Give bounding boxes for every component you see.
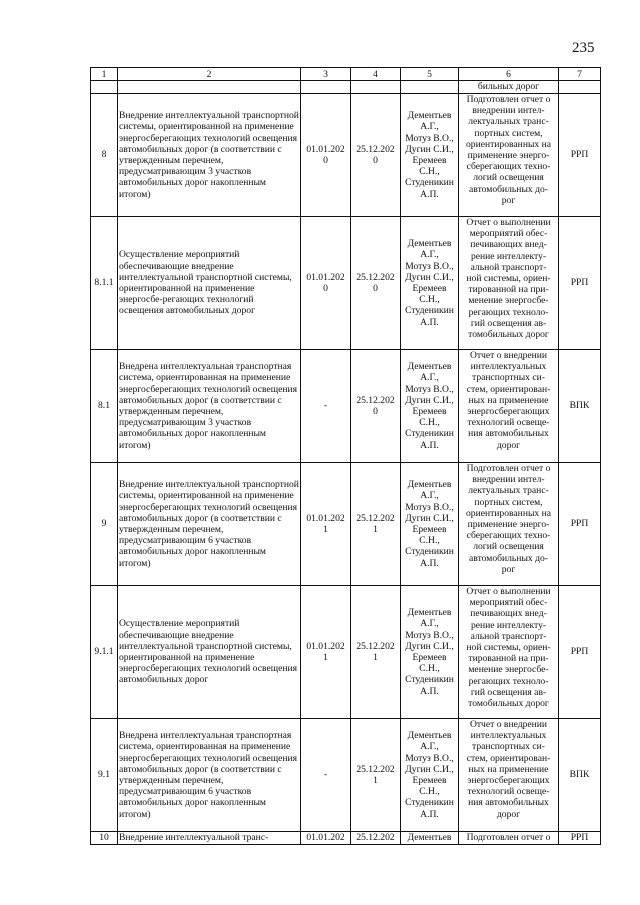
row-number: 9 <box>91 463 118 586</box>
end-date: 25.12.202 <box>351 832 401 845</box>
result: Отчет о выполнении мероприятий обес- печивающих внед- рение интеллекту- альной транспорт- ной системы, ориен- тированной на при- менение энергосбе- регающих техноло- гий освещения ав- томобильных дорог <box>459 586 559 719</box>
header-cell: 4 <box>351 68 401 81</box>
table-row <box>91 217 601 350</box>
result-cell: бильных дорог <box>459 81 559 94</box>
end-date: 25.12.202 0 <box>351 217 401 350</box>
start-date: - <box>301 719 351 832</box>
row-number: 8.1.1 <box>91 217 118 350</box>
header-cell: 5 <box>401 68 459 81</box>
org-code: РРП <box>559 94 601 217</box>
table-row <box>91 350 601 463</box>
row-number: 8.1 <box>91 350 118 463</box>
executors: Дементьев А.Г., Мотуз В.О., Дугин С.И., Еремеев С.Н., Студеникин А.П. <box>401 350 459 463</box>
result: Отчет о внедрении интеллектуальных транспортных си- стем, ориентирован- ных на применение энергосберегающих технологий освеще- ния автомобильных дорог <box>459 350 559 463</box>
table-row <box>91 719 601 832</box>
header-cell: 1 <box>91 68 118 81</box>
executors: Дементьев А.Г., Мотуз В.О., Дугин С.И., Еремеев С.Н., Студеникин А.П. <box>401 94 459 217</box>
executors: Дементьев А.Г., Мотуз В.О., Дугин С.И., Еремеев С.Н., Студеникин А.П. <box>401 217 459 350</box>
header-row <box>91 68 601 81</box>
start-date: - <box>301 350 351 463</box>
activity-name: Осуществление мероприятий обеспечивающие внедрение интеллектуальной транспортной системы, ориентированной на применение энергосбе-регающих технологий освещения автомобильных дорог <box>118 217 301 350</box>
result: Подготовлен отчет о внедрении интел- лектуальных транс- портных систем, ориентированных на применение энерго- сберегающих техно- логий освещения автомобильных до- рог <box>459 94 559 217</box>
continuation-row <box>91 81 601 94</box>
executors: Дементьев А.Г., Мотуз В.О., Дугин С.И., Еремеев С.Н., Студеникин А.П. <box>401 719 459 832</box>
header-cell: 2 <box>118 68 301 81</box>
activity-name: Внедрение интеллектуальной транспортной системы, ориентированной на применение энергосберегающих технологий освещения автомобильных дорог (в соответствии с утвержденным перечнем, предусматривающим 6 участков автомобильных дорог накопленным итогом) <box>118 463 301 586</box>
org-code: ВПК <box>559 350 601 463</box>
result: Отчет о выполнении мероприятий обес- печивающих внед- рение интеллекту- альной транспорт- ной системы, ориен- тированной на при- менение энергосбе- регающих техноло- гий освещения ав- томобильных дорог <box>459 217 559 350</box>
table-row <box>91 586 601 719</box>
start-date: 01.01.202 1 <box>301 586 351 719</box>
table-row <box>91 94 601 217</box>
header-cell: 3 <box>301 68 351 81</box>
org-code: РРП <box>559 463 601 586</box>
row-number: 10 <box>91 832 118 845</box>
start-date: 01.01.202 <box>301 832 351 845</box>
activity-name: Внедрение интеллектуальной транс- <box>118 832 301 845</box>
header-cell: 6 <box>459 68 559 81</box>
executors: Дементьев А.Г., Мотуз В.О., Дугин С.И., Еремеев С.Н., Студеникин А.П. <box>401 586 459 719</box>
org-code: ВПК <box>559 719 601 832</box>
start-date: 01.01.202 0 <box>301 217 351 350</box>
row-number: 9.1.1 <box>91 586 118 719</box>
row-number: 8 <box>91 94 118 217</box>
executors: Дементьев А.Г., Мотуз В.О., Дугин С.И., Еремеев С.Н., Студеникин А.П. <box>401 463 459 586</box>
header-cell: 7 <box>559 68 601 81</box>
activity-name: Внедрена интеллектуальная транспортная система, ориентированная на применение энергосберегающих технологий освещения автомобильных дорог (в соответствии с утвержденным перечнем, предусматривающим 6 участков автомобильных дорог накопленным итогом) <box>118 719 301 832</box>
table-row <box>91 832 601 845</box>
result: Подготовлен отчет о внедрении интел- лектуальных транс- портных систем, ориентированных на применение энерго- сберегающих техно- логий освещения автомобильных до- рог <box>459 463 559 586</box>
result: Отчет о внедрении интеллектуальных транспортных си- стем, ориентирован- ных на применение энергосберегающих технологий освеще- ния автомобильных дорог <box>459 719 559 832</box>
start-date: 01.01.202 0 <box>301 94 351 217</box>
table-row <box>91 463 601 586</box>
result: Подготовлен отчет о <box>459 832 559 845</box>
end-date: 25.12.202 1 <box>351 463 401 586</box>
org-code: РРП <box>559 217 601 350</box>
end-date: 25.12.202 0 <box>351 94 401 217</box>
plan-table <box>90 67 601 845</box>
activity-name: Осуществление мероприятий обеспечивающие внедрение интеллектуальной транспортной системы, ориентированной на применение энергосберегающих технологий освещения автомобильных дорог <box>118 586 301 719</box>
start-date: 01.01.202 1 <box>301 463 351 586</box>
end-date: 25.12.202 0 <box>351 350 401 463</box>
activity-name: Внедрена интеллектуальная транспортная система, ориентированная на применение энергосберегающих технологий освещения автомобильных дорог (в соответствии с утвержденным перечнем, предусматривающим 3 участков автомобильных дорог накопленным итогом) <box>118 350 301 463</box>
org-code: РРП <box>559 586 601 719</box>
executors: Дементьев <box>401 832 459 845</box>
org-code: РРП <box>559 832 601 845</box>
end-date: 25.12.202 1 <box>351 586 401 719</box>
activity-name: Внедрение интеллектуальной транспортной системы, ориентированной на применение энергосберегающих технологий освещения автомобильных дорог (в соответствии с утвержденным перечнем, предусматривающим 3 участков автомобильных дорог накопленным итогом) <box>118 94 301 217</box>
row-number: 9.1 <box>91 719 118 832</box>
page-number: 235 <box>572 40 595 56</box>
end-date: 25.12.202 1 <box>351 719 401 832</box>
